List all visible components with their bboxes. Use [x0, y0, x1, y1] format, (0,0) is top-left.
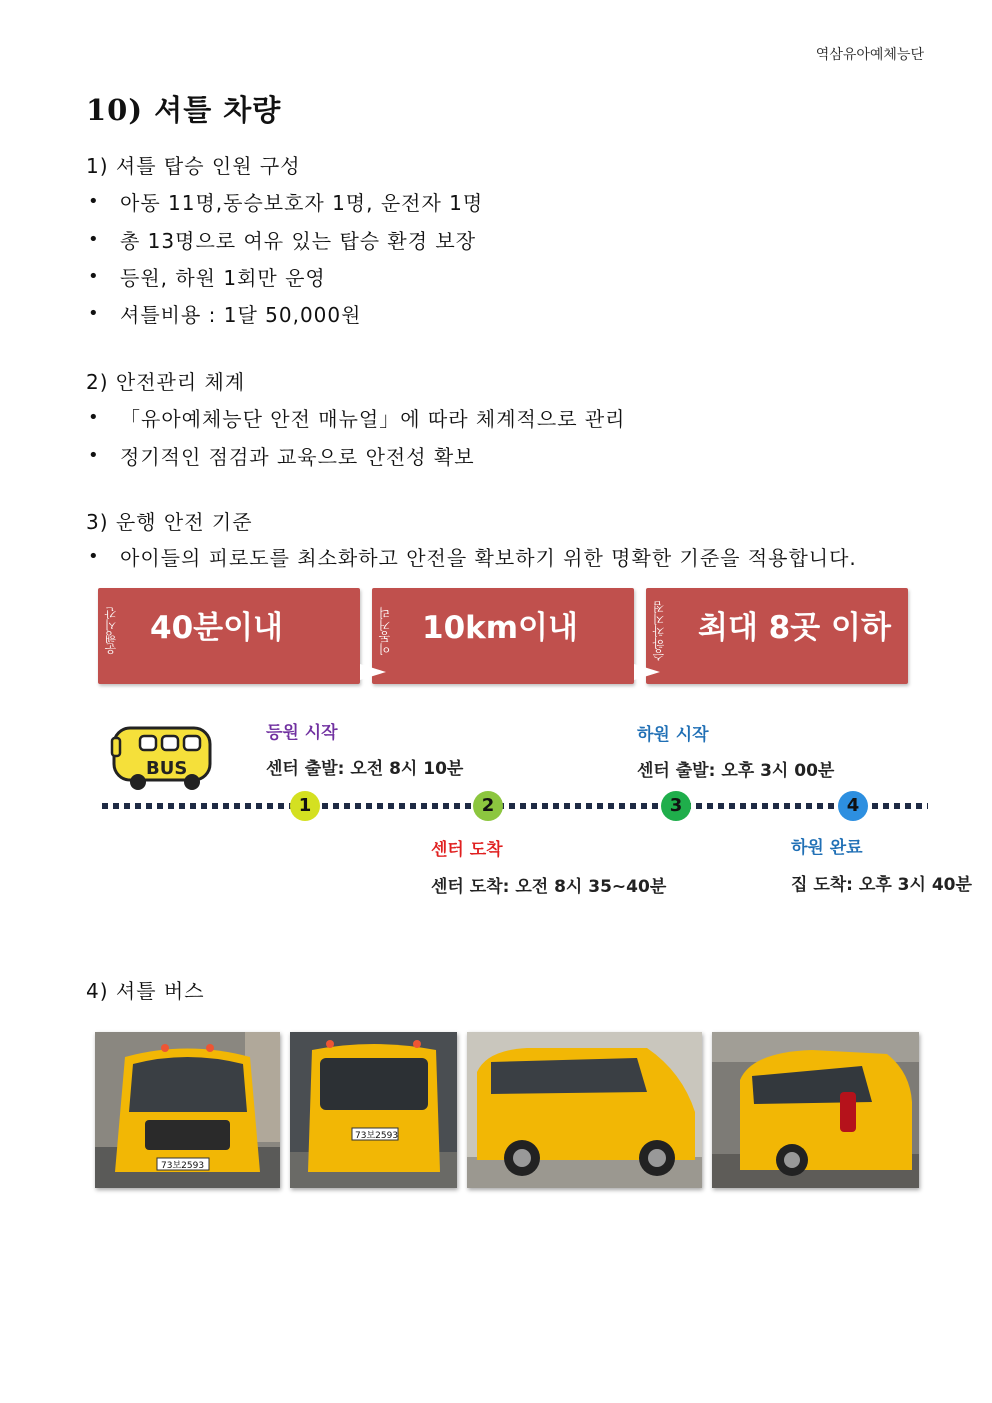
bus-text: BUS: [146, 758, 188, 779]
step-title: 하원 시작: [637, 725, 709, 745]
step-title: 하원 완료: [791, 838, 863, 858]
criteria-box-stops: [646, 588, 908, 684]
s2-heading: 2) 안전관리 체계: [86, 370, 246, 394]
plate-front: 73보2593: [161, 1161, 205, 1171]
list-item: • 셔틀비용 : 1달 50,000원: [88, 303, 362, 327]
step-desc: 집 도착: 오후 3시 40분: [791, 875, 972, 895]
criteria-label: 이동거리: [378, 607, 392, 655]
s1-heading: 1) 셔틀 탑승 인원 구성: [86, 154, 301, 178]
timeline-step-1: 1: [290, 791, 320, 821]
criteria-box-distance: [372, 588, 634, 684]
criteria-value: 10km이내: [422, 610, 578, 646]
bus-icon: [110, 722, 218, 794]
timeline-step-2: 2: [473, 791, 503, 821]
list-item: • 등원, 하원 1회만 운영: [88, 266, 326, 290]
timeline-step-3: 3: [661, 791, 691, 821]
step-desc: 센터 출발: 오후 3시 00분: [637, 761, 835, 781]
list-item: • 총 13명으로 여유 있는 탑승 환경 보장: [88, 229, 477, 253]
section-title: 10) 셔틀 차량: [86, 93, 282, 127]
criteria-box-time: [98, 588, 360, 684]
bus-photo-rear-side: [712, 1032, 919, 1188]
arrow-icon: [634, 664, 660, 680]
timeline-step-4: 4: [838, 791, 868, 821]
criteria-value: 40분이내: [150, 610, 283, 646]
list-item: • 아동 11명,동승보호자 1명, 운전자 1명: [88, 191, 484, 215]
org-name: 역삼유아예체능단: [815, 47, 924, 63]
criteria-label: 운행시간: [104, 607, 118, 655]
list-item: • 「유아예체능단 안전 매뉴얼」에 따라 체계적으로 관리: [88, 407, 626, 431]
list-item: • 아이들의 피로도를 최소화하고 안전을 확보하기 위한 명확한 기준을 적용합니다.: [88, 546, 857, 570]
bus-photo-front: [95, 1032, 280, 1188]
bus-photo-side: [467, 1032, 702, 1188]
step-desc: 센터 도착: 오전 8시 35~40분: [431, 877, 667, 897]
s3-heading: 3) 운행 안전 기준: [86, 510, 253, 534]
criteria-value: 최대 8곳 이하: [698, 610, 891, 646]
step-title: 등원 시작: [266, 723, 338, 743]
step-title: 센터 도착: [431, 840, 503, 860]
criteria-label: 승하차지점: [652, 601, 666, 661]
arrow-icon: [360, 664, 386, 680]
s4-heading: 4) 셔틀 버스: [86, 979, 205, 1003]
list-item: • 정기적인 점검과 교육으로 안전성 확보: [88, 445, 475, 469]
timeline: [100, 798, 932, 814]
bus-photo-rear: [290, 1032, 457, 1188]
plate-rear: 73보2593: [355, 1131, 399, 1141]
step-desc: 센터 출발: 오전 8시 10분: [266, 759, 464, 779]
